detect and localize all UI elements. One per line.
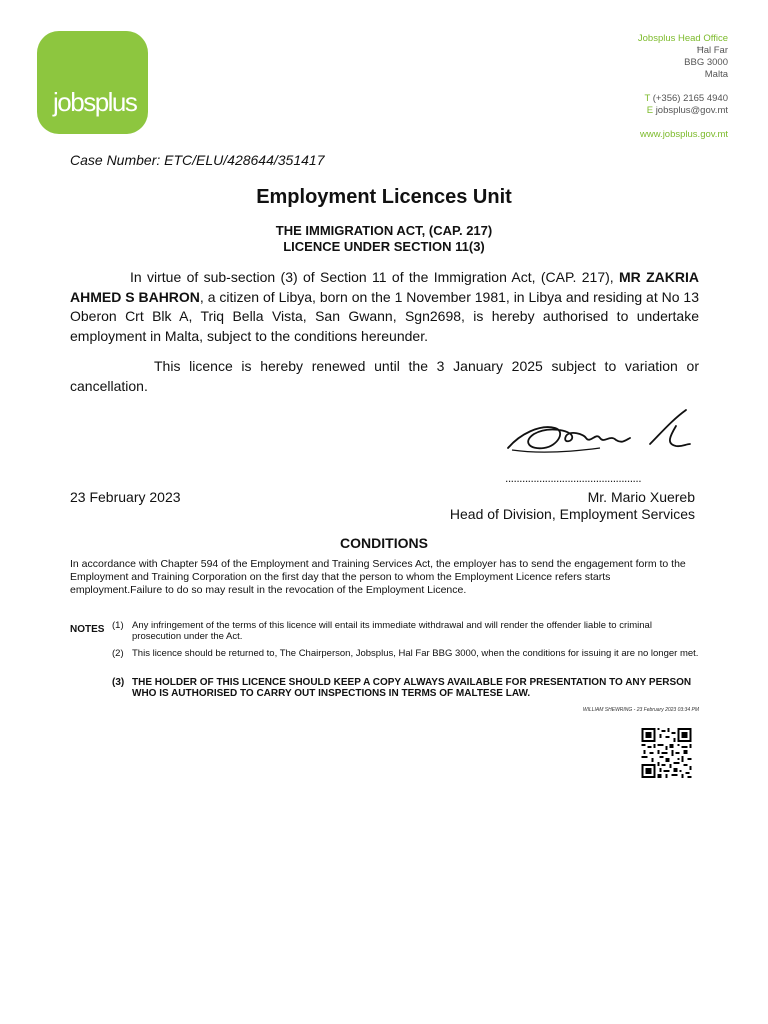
- licence-paragraph-2: [70, 357, 699, 396]
- office-email: [638, 105, 728, 117]
- page-title: Employment Licences Unit: [256, 186, 512, 208]
- note-text: This licence should be returned to, The Chairperson, Jobsplus, Hal Far BBG 3000, when the conditions for issuing it are no longer met.: [132, 648, 699, 659]
- holder-name: MR ZAKRIA AHMED S BAHRON: [70, 269, 699, 305]
- note-text: Any infringement of the terms of this licence will entail its immediate withdrawal and will render the offender liable to criminal prosecution under the Act.: [132, 620, 652, 642]
- office-address-line-3: Malta: [704, 69, 728, 80]
- notes-label: NOTES: [70, 624, 105, 635]
- qr-code: [639, 728, 694, 778]
- conditions-title: CONDITIONS: [340, 535, 428, 551]
- office-title: Jobsplus Head Office: [637, 33, 728, 44]
- subheading-line-1: THE IMMIGRATION ACT, (CAP. 217): [275, 223, 493, 238]
- signer-title: Head of Division, Employment Services: [449, 506, 695, 522]
- note-text: THE HOLDER OF THIS LICENCE SHOULD KEEP A COPY ALWAYS AVAILABLE FOR PRESENTATION TO ANY PERSON WHO IS AUTHORISED TO CARRY OUT INSPECTIONS IN TERMS OF MALTESE LAW.: [132, 677, 692, 699]
- note-number: (2): [112, 648, 124, 659]
- signer-name: Mr. Mario Xuereb: [587, 489, 695, 505]
- case-number: Case Number: ETC/ELU/428644/351417: [70, 152, 325, 168]
- jobsplus-logo: [37, 31, 148, 134]
- issue-date: 23 February 2023: [70, 489, 181, 505]
- handwritten-signature: [500, 404, 700, 466]
- signature-stamp: WILLIAM SHEWRING - 23 February 2023 03:34 PM: [582, 707, 699, 713]
- email-address: jobsplus@gov.mt: [655, 105, 728, 116]
- subheading: [0, 223, 768, 255]
- licence-paragraph-1: [70, 268, 699, 346]
- office-address-line-1: Ħal Far: [696, 45, 728, 56]
- conditions-text: In accordance with Chapter 594 of the Employment and Training Services Act, the employer has to send the engagement form to the Employment and Training Corporation on the first day that the person to whom the Employment Licence refers starts employment.Failure to do so may result in the revocation of the Employment Licence.: [70, 558, 686, 596]
- para1-intro: In virtue of sub-section (3) of Section 11 of the Immigration Act, (CAP. 217),: [130, 269, 614, 285]
- office-website: www.jobsplus.gov.mt: [640, 129, 728, 140]
- email-label: E: [646, 105, 654, 116]
- para2-text: This licence is hereby renewed until the 3 January 2025 subject to variation or cancellation.: [70, 358, 699, 394]
- head-office-block: [638, 33, 728, 141]
- phone-number: (+356) 2165 4940: [652, 93, 728, 104]
- office-phone: [638, 93, 728, 105]
- phone-label: T: [644, 93, 651, 104]
- office-address-line-2: BBG 3000: [684, 57, 728, 68]
- note-number: (1): [112, 620, 124, 631]
- logo-text: jobsplus: [53, 87, 137, 117]
- note-number: (3): [112, 677, 125, 688]
- signature-line: ................................................: [505, 471, 642, 485]
- para1-rest: , a citizen of Libya, born on the 1 November 1981, in Libya and residing at No 13 Oberon Crt Blk A, Triq Bella Vista, San Gwann, Sgn2698, is hereby authorised to undertake employment in Malta, subject to the conditions hereunder.: [70, 288, 699, 344]
- subheading-line-2: LICENCE UNDER SECTION 11(3): [283, 239, 485, 254]
